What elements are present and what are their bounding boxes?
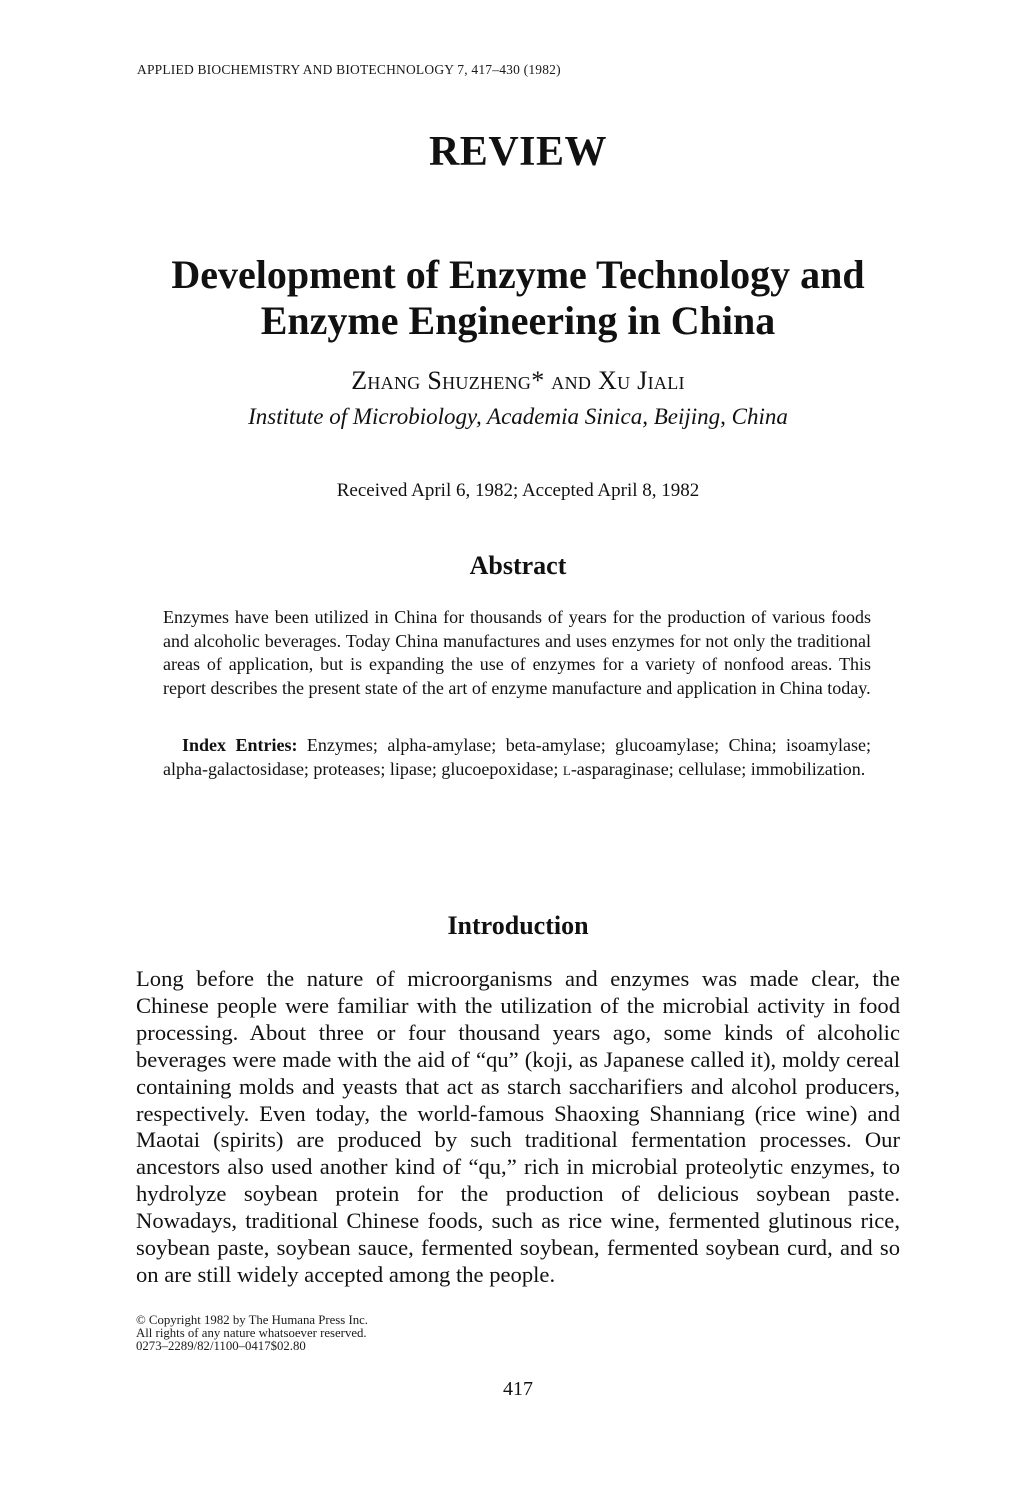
running-head: APPLIED BIOCHEMISTRY AND BIOTECHNOLOGY 7, 417–430 (1982) (137, 62, 561, 77)
affiliation: Institute of Microbiology, Academia Sinica, Beijing, China (248, 404, 788, 429)
index-entries-label: Index Entries: (182, 735, 298, 755)
copyright-line-2: All rights of any nature whatsoever reserved. (136, 1326, 367, 1340)
index-entries-text-b: -asparaginase; cellulase; immobilization. (570, 758, 866, 779)
abstract-heading: Abstract (469, 551, 567, 580)
page-number: 417 (503, 1378, 533, 1400)
index-entries (163, 734, 871, 781)
index-entries-text-a: Enzymes; alpha-amylase; beta-amylase; glucoamylase; China; isoamylase; alpha-galactosidase; proteases; lipase; glucoepoxidase; (163, 735, 871, 779)
article-title-line-1: Development of Enzyme Technology and (171, 252, 865, 297)
article-title-line-2: Enzyme Engineering in China (260, 298, 776, 343)
copyright-notice (136, 1314, 368, 1353)
received-accepted-dates: Received April 6, 1982; Accepted April 8, 1982 (336, 480, 700, 501)
copyright-line-1: © Copyright 1982 by The Humana Press Inc. (136, 1313, 368, 1327)
article-title (120, 252, 916, 344)
introduction-text: Long before the nature of microorganisms and enzymes was made clear, the Chinese people were familiar with the utilization of the microbial activity in food processing. About three or four thousand years ago, some kinds of alcoholic beverages were made with the aid of “qu” (koji, as Japanese called it), moldy cereal containing molds and yeasts that act as starch saccharifiers and alcohol producers, respectively. Even today, the world-famous Shaoxing Shanniang (rice wine) and Maotai (spirits) are produced by such traditional fermentation processes. Our ancestors also used another kind of “qu,” rich in microbial proteolytic enzymes, to hydrolyze soybean protein for the production of delicious soybean paste. Nowadays, traditional Chinese foods, such as rice wine, fermented glutinous rice, soybean paste, soybean sauce, fermented soybean, fermented soybean curd, and so on are still widely accepted among the people. (136, 966, 900, 1287)
index-entries-l-prefix: l (562, 758, 571, 779)
copyright-line-3: 0273–2289/82/1100–0417$02.80 (136, 1339, 306, 1353)
authors: Zhang Shuzheng* and Xu Jiali (351, 366, 685, 395)
abstract-text: Enzymes have been utilized in China for thousands of years for the production of various foods and alcoholic beverages. Today China manufactures and uses enzymes for not only the traditional areas of application, but is expanding the use of enzymes for a variety of nonfood areas. This report describes the present state of the art of enzyme manufacture and application in China today. (163, 607, 871, 698)
introduction-heading: Introduction (447, 911, 589, 940)
section-label: REVIEW (428, 129, 608, 175)
